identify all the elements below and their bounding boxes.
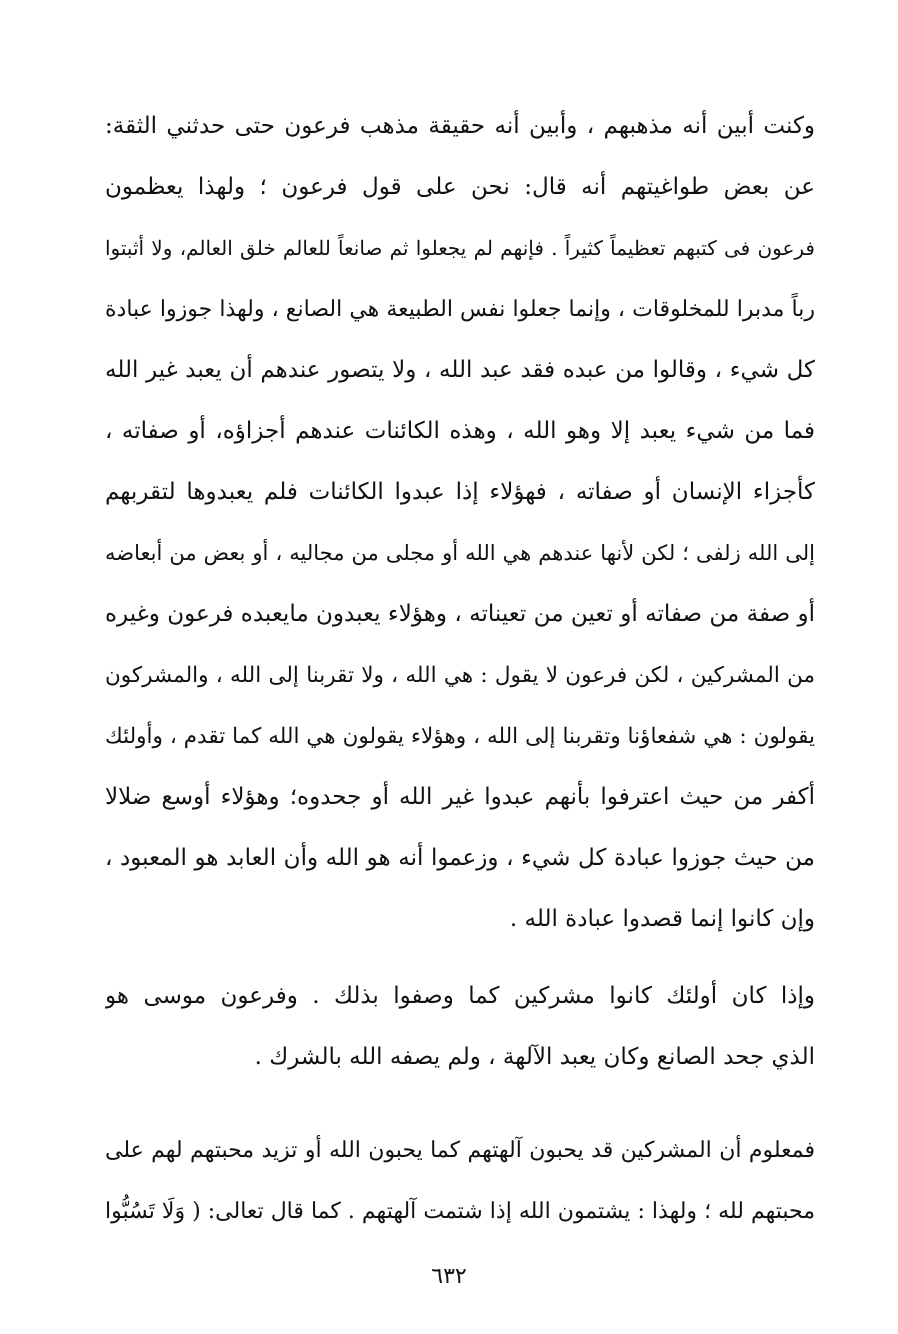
text-line: أكفر من حيث اعترفوا بأنهم عبدوا غير الله أو جحدوه؛ وهؤلاء أوسع ضلالا — [105, 784, 815, 810]
text-line: وإن كانوا إنما قصدوا عبادة الله . — [509, 906, 815, 932]
text-line: إلى الله زلفى ؛ لكن لأنها عندهم هي الله أو مجلى من مجاليه ، أو بعض من أبعاضه — [105, 541, 815, 565]
text-line: كل شيء ، وقالوا من عبده فقد عبد الله ، ولا يتصور عندهم أن يعبد غير الله — [105, 357, 815, 383]
text-line: أو صفة من صفاته أو تعين من تعيناته ، وهؤلاء يعبدون مايعبده فرعون وغيره — [105, 601, 815, 627]
text-line: يقولون : هي شفعاؤنا وتقربنا إلى الله ، وهؤلاء يقولون هي الله كما تقدم ، وأولئك — [105, 724, 815, 749]
text-line: فرعون فى كتبهم تعظيماً كثيراً . فإنهم لم يجعلوا ثم صانعاً للعالم خلق العالم، ولا أثبتوا — [105, 236, 815, 260]
page-number: ٦٣٢ — [431, 1264, 467, 1289]
text-line: وإذا كان أولئك كانوا مشركين كما وصفوا بذلك . وفرعون موسى هو — [105, 983, 815, 1009]
text-line: كأجزاء الإنسان أو صفاته ، فهؤلاء إذا عبدوا الكائنات فلم يعبدوها لتقربهم — [105, 479, 815, 505]
text-line: فما من شيء يعبد إلا وهو الله ، وهذه الكائنات عندهم أجزاؤه، أو صفاته ، — [105, 418, 815, 444]
paragraph-2 — [105, 966, 815, 1088]
text-line: فمعلوم أن المشركين قد يحبون آلهتهم كما يحبون الله أو تزيد محبتهم لهم على — [105, 1138, 815, 1163]
text-line: محبتهم لله ؛ ولهذا : يشتمون الله إذا شتمت آلهتهم . كما قال تعالى: ( وَلَا تَسُبُّوا — [105, 1199, 815, 1224]
text-line: من المشركين ، لكن فرعون لا يقول : هي الله ، ولا تقربنا إلى الله ، والمشركون — [105, 663, 815, 688]
text-line: رباً مدبرا للمخلوقات ، وإنما جعلوا نفس الطبيعة هي الصانع ، ولهذا جوزوا عبادة — [105, 297, 815, 322]
text-line: وكنت أبين أنه مذهبهم ، وأبين أنه حقيقة مذهب فرعون حتى حدثني الثقة: — [105, 113, 815, 139]
text-line: الذي جحد الصانع وكان يعبد الآلهة ، ولم يصفه الله بالشرك . — [254, 1044, 815, 1070]
text-line: عن بعض طواغيتهم أنه قال: نحن على قول فرعون ؛ ولهذا يعظمون — [105, 174, 815, 200]
paragraph-1 — [105, 96, 815, 950]
text-line: من حيث جوزوا عبادة كل شيء ، وزعموا أنه هو الله وأن العابد هو المعبود ، — [105, 845, 815, 871]
paragraph-3 — [105, 1120, 815, 1242]
